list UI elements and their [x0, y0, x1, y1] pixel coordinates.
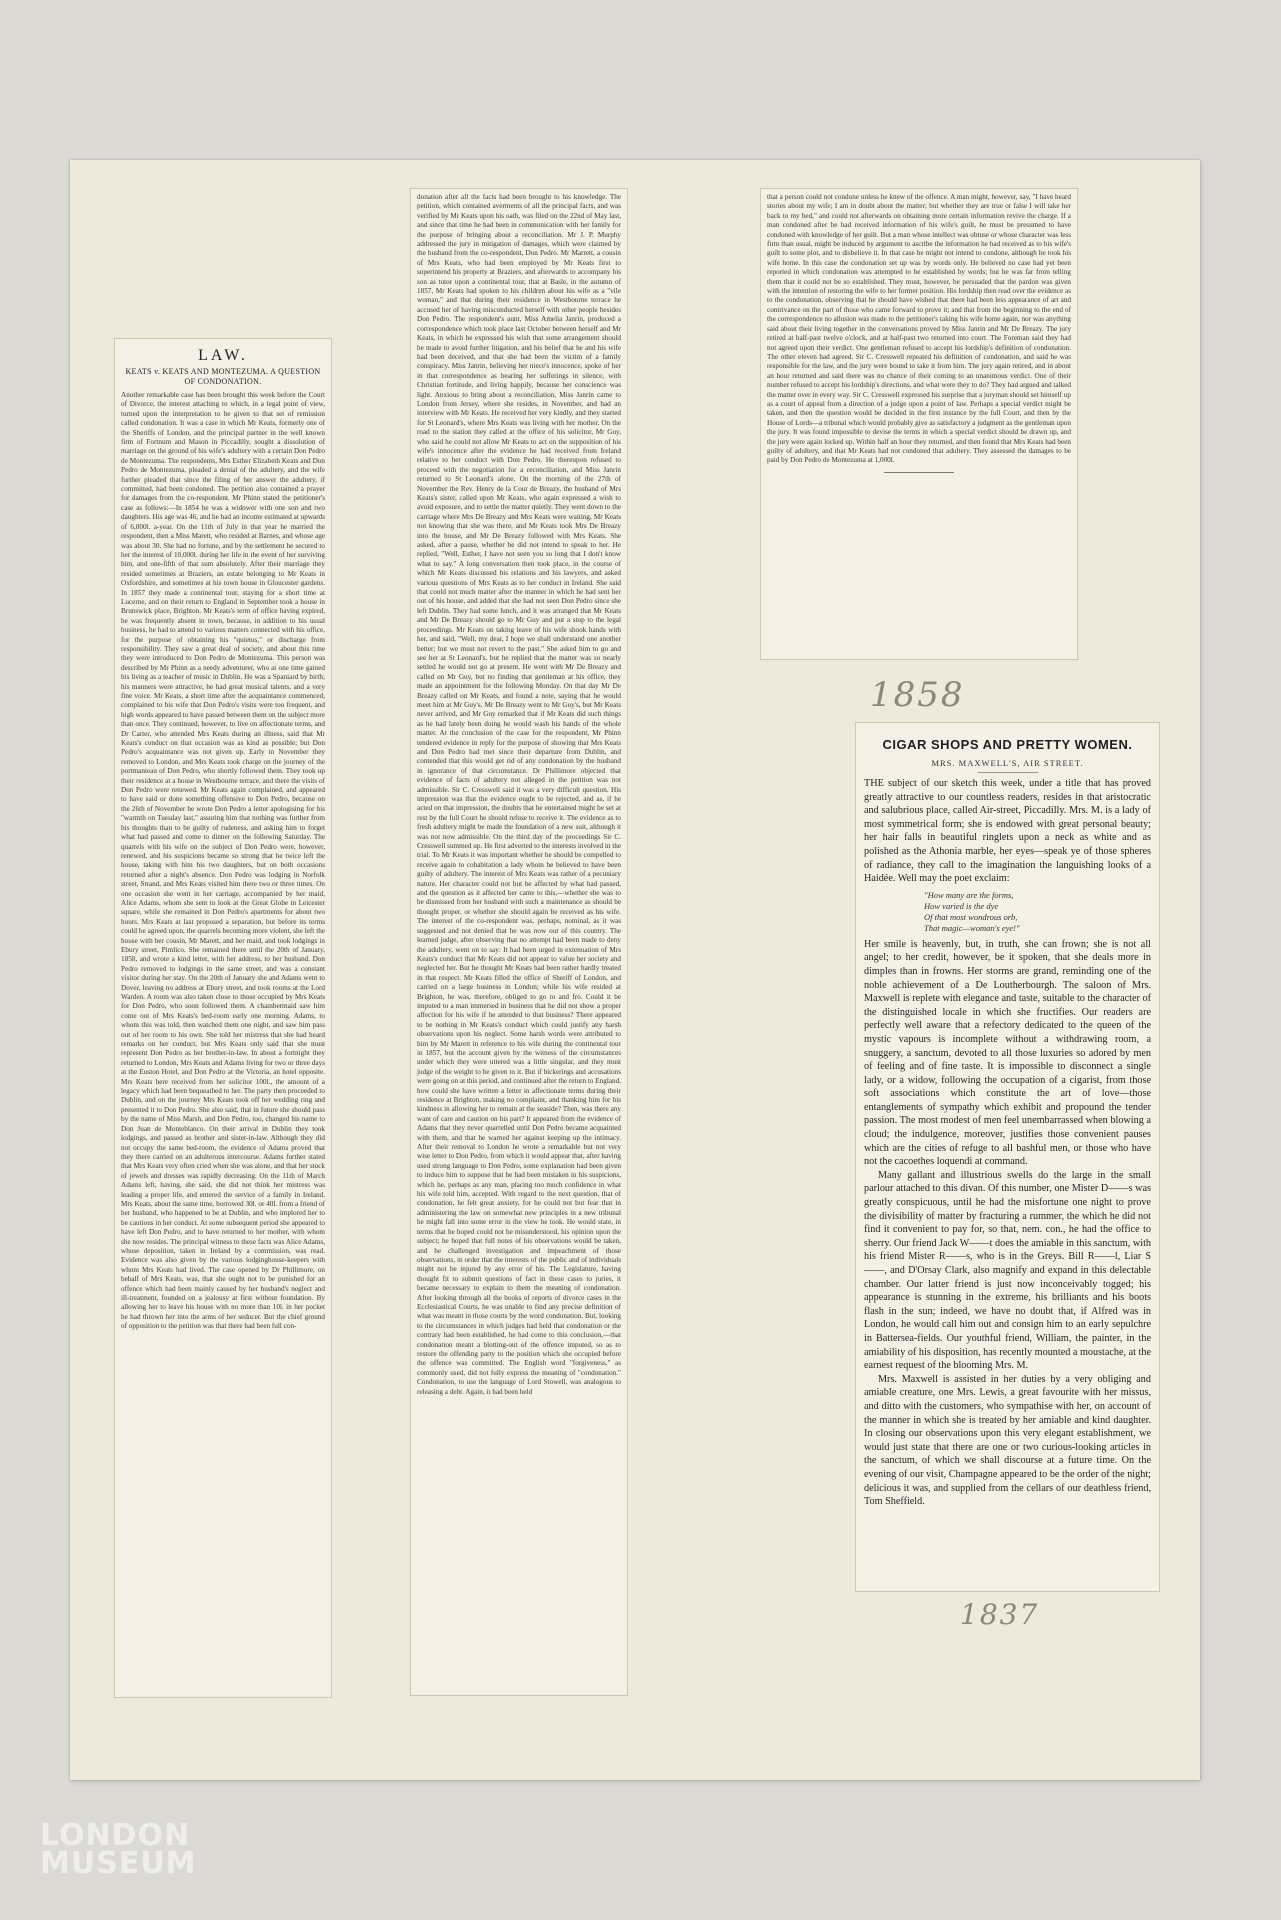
- law-continuation-column: [410, 188, 628, 1696]
- poem-line: That magic—woman's eye!": [924, 922, 1020, 933]
- handwritten-date-1858: 1858: [870, 675, 965, 715]
- handwritten-date-1837: 1837: [960, 1598, 1040, 1631]
- museum-watermark: [40, 1818, 197, 1881]
- law-continuation-text: donation after all the facts had been brought to his knowledge. The petition, which contained averments of all the principal facts, and was verified by Mr Keats upon his oath, was filed on the 22nd of May last, and since that time he had been in communication with her family for the purpose of bringing about a reconciliation. Mr J. P. Murphy addressed the jury in mitigation of damages, which were claimed by the husband from the co-respondent, Don Pedro. Mr Marrett, a cousin of Mrs Keats, who had been employed by Mr Keats first to superintend his property at Braziers, and afterwards to accompany his son as tutor upon a continental tour, that at Basle, in the autumn of 1857, Mr Keats had spoken to his children about his wife as a "vile woman," and that during their residence in Westbourne terrace he accused her of having misconducted herself with other people besides Don Pedro. The respondent's aunt, Miss Amelia Janrin, produced a correspondence which took place last October between herself and Mr Keats, in which he expressed his wish that some arrangement should be made to avoid further litigation, and his belief that he and his wife had been deceived, and that she had been the victim of a family conspiracy. Miss Janrin, believing her niece's innocence, spoke of her in that correspondence as bearing her sufferings in silence, with Christian fortitude, and living happily, because her conscience was light. Anxious to bring about a reconciliation, Miss Janrin came to London from Jersey, where she resides, in November, and had an interview with Mr Keats. He received her very kindly, and they started for St Leonard's, where Mrs Keats was living with her mother. On the road to the station they called at the office of his solicitor, Mr Guy, who said he could not allow Mr Keats to act on the supposition of his wife's innocence after the evidence he had received from Ireland relative to her conduct with Don Pedro. He thereupon refused to proceed with the negotiation for a reconciliation, and Miss Janrin returned to St Leonard's alone. On the morning of the 27th of November the Rev. Henry de la Cour de Breazy, the husband of Mrs Keats's sister, called upon Mr Keats, who again expressed a wish to avoid exposure, and to settle the matter quietly. They went down to the carriage where Mrs De Breazy and Mrs Keats were waiting, Mr Keats not knowing that she was there, and Mr Keats took Mrs De Breazy into the house, and Mr De Breazy followed with Mrs Keats. She asked, after a pause, whether he did not intend to speak to her. He replied, "Well, Esther, I have not seen you so long that I don't know what to say." A long conversation then took place, in the course of which Mr Keats discussed his relations and his lawyers, and asked various questions of Mrs Keats as to her conduct in Ireland. She said that could not much matter after the manner in which he had sent her out of his house, and added that she had not seen Don Pedro since she left Dublin. They had some lunch, and it was arranged that Mr Keats and Mr De Breazy should go to Mr Guy and put a stop to the legal proceedings. Mr Keats on taking leave of his wife shook hands with her, and said, "Well, my dear, I hope we shall understand one another better; but we must not revert to the past." She asked him to go and see her at St Leonard's, but he replied that the matter was so nearly settled he would not go at present. He went with Mr De Breazy and called on Mr Guy, but no finding that gentleman at his office, they made an appointment for the following Monday. On that day Mr De Breazy called on Mr Keats, and found a note, saying that he would meet him at Mr Guy's. Mr De Breazy went to Mr Guy's, but Mr Keats never arrived, and Mr Guy remarked that if Mr Keats did such things as he had lately been doing he would wash his hands of the whole matter. At the conclusion of the case for the respondent, Mr Phinn tendered evidence in reply for the purpose of showing that Mrs Keats and Don Pedro had met since their departure from Dublin, and contended that this would get rid of any condonation by the husband in ignorance of that circumstance. Dr Phillimore objected that evidence of facts of adultery not alleged in the petition was not admissible. Sir C. Cresswell said it was a very difficult question. His impression was that the evidence ought to be rejected, and as, if he acted on that impression, the doubts that he entertained might be set at rest by the full Court he should refuse to receive it. The evidence as to fresh adultery might be made the foundation of a new suit, although it was not now admissible. On the third day of the proceedings Sir C. Cresswell summed up. He first adverted to the interests involved in the trial. To Mr Keats it was important whether he should be compelled to receive again to cohabitation a lady whom he believed to have been guilty of adultery. The interest of Mrs Keats was rather of a pecuniary nature. Her character could not but be affected by what had passed, and the question as it affected her came to this,—whether she was to be dismissed from her husband with such a maintenance as should be thought proper, or whether she should again be received as his wife. The interest of the co-respondent was, perhaps, nominal, as it was suggested and not denied that he was now out of this country. The learned judge, after observing that no attempt had been made to deny the adultery, went on to say: It had been urged in extenuation of Mrs Keats's conduct that Mr Keats did not appear to value her society and neglected her. But he thought Mr Keats had been rather hardly treated in that respect. Mr Keats filled the office of Sheriff of London, and carried on a large business in London; while his wife resided at Brighton, he was, therefore, obliged to go to and fro. Could it be imputed to a man immersed in business that he did not show a proper affection for his wife if he attended to that business? There appeared to be nothing in Mr Keats's conduct which could justify any harsh observations upon his neglect. Some harsh words were attributed to him by Mr Marett in reference to his wife during the continental tour in 1857, but the account given by the witness of the circumstances under which they were uttered was a little singular, and they must judge of the weight to be given to it. But if bickerings and accusations were going on at this period, and continued after the return to England, how could she have written a letter in affectionate terms during their residence at Brighton, making no complaint, and thanking him for his kindness in allowing her to remain at the seaside? Then, was there any want of care and caution on his part? It appeared from the evidence of Adams that they never quarrelled until Don Pedro became acquainted with them, and that he warned her against keeping up the intimacy. After their removal to London he wrote a remarkable but not very wise letter to Don Pedro, from which it would appear that, after having used strong language to Don Pedro, some explanation had been given to induce him to suppose that he had been mistaken in his suspicions, which he, perhaps as any man, placing too much confidence in what his wife told him, accepted. With regard to the next question, that of condonation, he felt great anxiety, for he could not but fear that in administering the law on somewhat new principles in a new tribunal he might fall into some error in the view he took. He would state, in terms that he hoped could not be misunderstood, his opinion upon the subject; he hoped that full notes of his observations would be taken, and he challenged investigation and impeachment of those observations, in order that the interests of the public and of individuals might not be injured by any error of his. The Legislature, having thought fit to submit questions of fact in these cases to juries, it became necessary to explain to them the meaning of condonation. After looking through all the books of reports of divorce cases in the Ecclesiastical Courts, he was unable to find any precise definition of what was meant in those courts by the word condonation. But, looking to the circumstances in which judges had held that condonation or the contrary had been established, he had come to this conclusion,—that condonation meant a blotting-out of the offence imputed, so as to restore the offending party to the position which she occupied before the offence was committed. The English word "forgiveness," as commonly used, did not fully express the meaning of "condonation." Condonation, to use the language of Lord Stowell, was analogous to releasing a debt. Again, it had been held: [417, 193, 622, 1396]
- poem-line: "How many are the forms,: [924, 889, 1014, 900]
- law-column: [114, 338, 332, 1698]
- cigar-subtitle: MRS. MAXWELL'S, AIR STREET.: [931, 758, 1084, 768]
- cigar-paragraph-1: THE subject of our sketch this week, under a title that has proved greatly attractive to our countless readers, resides in that aristocratic and salubrious place, called Air-street, Piccadilly. Mrs. M. is a lady of most symmetrical form; she is endowed with great personal beauty; her hair falls in beautiful ringlets upon a neck as white and as polished as the Athonia marble, her eyes—speak ye of those spheres of radiance, they call to the imagination the languishing looks of a Haidée. Well may the poet exclaim:: [864, 778, 1151, 885]
- cigar-title: CIGAR SHOPS AND PRETTY WOMEN.: [882, 737, 1133, 752]
- law-subtitle: KEATS v. KEATS AND MONTEZUMA. A QUESTION OF CONDONATION.: [125, 367, 321, 386]
- cigar-paragraph-4: Mrs. Maxwell is assisted in her duties by a very obliging and amiable creature, one Mrs. Lewis, a great favourite with her missus, and ditto with the customers, who sympathise with her, on account of the manner in which she is treated by her amiable and kind daughter. In closing our observations upon this very elegant establishment, we would just state that there are one or two curious-looking articles in the sanctum, of which we shall discourse at a future time. On the evening of our visit, Champagne appeared to be the order of the night; delicious it was, and supplied from the cellars of our deathless friend, Tom Sheffield.: [864, 1373, 1151, 1508]
- end-rule: [884, 472, 954, 473]
- law-title: LAW.: [198, 347, 248, 364]
- watermark-line-2: MUSEUM: [40, 1846, 197, 1881]
- cigar-article-column: [855, 722, 1160, 1592]
- title-rule: [978, 772, 1038, 773]
- law-header: [121, 347, 325, 387]
- cigar-paragraph-2: Her smile is heavenly, but, in truth, she can frown; she is not all angel; to her credit, however, be it spoken, that she deals more in dimples than in frowns. Her storms are grand, reminding one of the noble achievement of a De Loutherbourgh. The saloon of Mrs. Maxwell is replete with elegance and taste, suitable to the character of the distinguished locale in which she fructifies. Our readers are perfectly well aware that a refectory dedicated to the queen of the mystic vapours is incomplete without a withdrawing room, a snuggery, a sanctum, devoted to all those luxuries so adored by men of feeling and of fine taste. It is impossible to disconnect a single lady, or a widow, following the occupation of a cigarist, from those soft associations which constitute the art of love—those entanglements of sympathy which exhibit and propound the tender passion. The most modest of men feel unembarrassed when blowing a cloud; the indulgence, moreover, justifies those convenient pauses which are the cities of refuge to all bashful men, or those who have not the cacoethes loquendi at command.: [864, 938, 1151, 1168]
- watermark-line-1: LONDON: [40, 1818, 191, 1853]
- poem-line: How varied is the dye: [924, 900, 999, 911]
- law-verdict-text: that a person could not condone unless he knew of the offence. A man might, however, say, "I have heard stories about my wife; I am in doubt about the matter; but whether they are true or false I will take her back to my bed," and could not afterwards on obtaining more certain information revive the charge. If a man condoned after he had received information of his wife's guilt, he must be presumed to have condoned with knowledge of her guilt. But a man whose intellect was obtuse or whose character was less firm than usual, might be induced by argument to ascribe the information he had received as to his wife's guilt to some plot, and to disbelieve it. In that case he might not intend to condone, although he took his wife home. In this case the condonation set up was by words only. He believed no case had yet been reported in which condonation was attempted to be established by words; but he was far from telling them that it could not be so established. They must, however, be persuaded that the pardon was given with the intention of restoring the wife to her former position. His lordship then read over the evidence as to the condonation, observing that he should have wished that there had been less appearance of art and contrivance on the part of those who came forward to prove it; and that from the beginning to the end of the correspondence no allusion was made to the petitioner's taking his wife home again, nor was anything said about their living together in the conversations proved by Miss Janrin and Mr De Breazy. The jury retired at half-past twelve o'clock, and at half-past two returned into court. The Foreman said they had not agreed upon their verdict. One gentleman refused to accept his lordship's definition of condonation. The other eleven had agreed. Sir C. Cresswell repeated his definition of condonation, and said he was responsible for the law, and the jury were bound to take it from him. The jury again retired, and in about an hour returned and said there was no chance of their coming to an unanimous verdict. One of their number refused to accept his lordship's directions, and what were they to do? They had argued and talked the matter over in every way. Sir C. Cresswell expressed his surprise that a juryman should set himself up as a court of appeal from a direction of a judge upon a point of law. Perhaps a special verdict might be taken, and then the question would be decided in the first instance by the full Court, and then by the House of Lords—a tribunal which would probably give as satisfactory a judgment as the gentleman upon the jury. It was found impossible to devise the terms in which a special verdict should be drawn up, and the jury were again locked up. Within half an hour they returned, and then found that Mrs Keats had been guilty of adultery, and that Mr Keats had not condoned that adultery. They assessed the damages to be paid by Don Pedro de Montezuma at 1,000l.: [767, 193, 1071, 465]
- law-article-text: Another remarkable case has been brought this week before the Court of Divorce, the interest attaching to which, in a legal point of view, turned upon the interpretation to be given to that set of remission called condonation. It was a case in which Mr Keats, formerly one of the Sheriffs of London, and the principal partner in the well known firm of Fortnum and Mason in Piccadilly, sought a dissolution of marriage on the ground of his wife's adultery with a certain Don Pedro de Montezuma. The respondents, Mrs Esther Elizabeth Keats and Don Pedro de Montezuma, pleaded a denial of the adultery, and the wife further pleaded that since the filing of her answer the adultery, if committed, had been condoned. The petition also contained a prayer for damages from the co-respondent. Mr Phinn stated the petitioner's case as follows:—In 1854 he was a widower with one son and two daughters. His age was 46, and he had an income estimated at upwards of 6,000l. a-year. On the 11th of July in that year he married the respondent, then a Miss Marett, who resided at Barnes, and whose age was about 30. She had no fortune, and by the settlement he secured to her the interest of 10,000l. during her life in the event of her surviving him, and one-fifth of that sum absolutely. After their marriage they resided sometimes at Braziers, an estate belonging to Mr Keats in Oxfordshire, and sometimes at his town house in Gloucester gardens. In 1857 they made a continental tour, staying for a short time at Lucerne, and on their return to England in September took a house in Brunswick place, Brighton. Mr Keats's term of office having expired, he was frequently absent in town, because, in addition to his usual business, he had to attend to various matters connected with his office, for the purpose of obtaining his "quietus," or discharge from responsibility. They saw a great deal of society, and about this time they were introduced to Don Pedro de Montezuma. This person was described by Mr Phinn as a needy adventurer, who at one time gained his living as a teacher of music in Dublin. He was a Spaniard by birth; his manners were attractive, he had great musical talents, and a very fine voice. Mr Keats, a short time after the acquaintance commenced, complained to his wife that Don Pedro's visits were too frequent, and high words appeared to have passed between them on the subject more than once. They continued, however, to live on affectionate terms, and Dr Carter, who attended Mrs Keats during an illness, said that Mr Keats's conduct on that occasion was as kind as possible; but Don Pedro's acquaintance was not given up. Early in November they removed to London, and Mrs Keats took charge on the journey of the portmanteau of Don Pedro, who shortly followed them. They took up their residence at a house in Westbourne terrace, and there the visits of Don Pedro were renewed. Mr Keats again complained, and appeared to have said or done something offensive to Don Pedro, because on the 26th of November he wrote Don Pedro a letter apologising for his "warmth on Tuesday last," assuring him that nothing was further from his thoughts than to be guilty of rudeness, and asking him to forget what had passed and come to dinner on the following Saturday. The quarrels with his wife on the subject of Don Pedro were, however, renewed, and his suspicions became so strong that he twice left the house, taking with him his two daughters, but on both occasions returned after a night's absence. Don Pedro was lodging in Norfolk street, Strand, and Mrs Keats visited him there two or three times. On one occasion she went in her carriage, accompanied by her maid, Alice Adams, whom she sent to look at the Great Globe in Leicester square, while she remained in Don Pedro's apartments for about two hours. Mrs Keats at last proposed a separation, but before its terms could be agreed upon, the quarrels becoming more violent, she left the house with her cousin, Mr Marett, and her maid, and took lodgings in Ebury street, Pimlico. She remained there until the 20th of January, 1858, and wrote a kind letter, with her address, to her husband. Don Pedro removed to lodgings in the same street, and was a constant visitor during her stay. On the 20th of January she and Adams went to Dover, leaving no address at Ebury street, and took rooms at the Lord Warden. A room was also taken close to those occupied by Mrs Keats for Don Pedro, who soon followed them. A chambermaid saw him come out of Mrs Keats's bed-room early one morning. Adams, to whom this was told, then watched them one night, and saw him pass out of her room to his own. She told her mistress that she had heard remarks on her conduct, but Mrs Keats only said that she must represent Don Pedro as her brother-in-law. In about a fortnight they returned to London, Mrs Keats and Adams living for two or three days at the Euston Hotel, and Don Pedro at the Victoria, an hotel opposite. Mrs Keats here received from her solicitor 100l., the amount of a legacy which had been bequeathed to her. The party then proceeded to Dublin, and on the journey Mrs Keats took off her wedding ring and presented it to Don Pedro. She also said, that in future she should pass by the name of Miss Marsh, and Don Pedro, too, changed his name to Don Juan de Monteblanco. On their arrival in Dublin they took lodgings, and passed as brother and sister-in-law. Although they did not occupy the same bed-room, the evidence of Adams proved that they there carried on an adulterous intercourse. Adams further stated that Mrs Keats very often cried when she was alone, and that her stock of jewels and dresses was rapidly decreasing. On the 11th of March Adams left, having, she said, she did not think her mistress was leading a proper life, and entered the service of a family in Ireland. Mrs Keats, about the same time, borrowed 30l. or 40l. from a friend of her husband, who happened to be at Dublin, and who implored her to be cautious in her conduct. At some subsequent period she appeared to have left Don Pedro, and to have returned to her mother, with whom she now resides. The principal witness to these facts was Alice Adams, whose deposition, taken in Ireland by a commission, was read. Evidence was also given by the various lodginghouse-keepers with whom Mrs Keats had lived. The case opened by Dr Phillimore, on behalf of Mrs Keats, was, that she ought not to be punished for an offence which had been mainly caused by her husband's neglect and ill-treatment, founded on a jealousy at first without foundation. By allowing her to leave his house with no more than 10l. in her pocket he had thrown her into the arms of her seducer. But the chief ground of opposition to the petition was that there had been full con-: [121, 391, 325, 1331]
- cigar-poem: [924, 890, 1151, 934]
- law-verdict-column: [760, 188, 1078, 660]
- poem-line: Of that most wondrous orb,: [924, 911, 1018, 922]
- cigar-paragraph-3: Many gallant and illustrious swells do the large in the small parlour attached to this divan. Of this number, one Mister D——s was greatly conspicuous, until he had the misfortune one night to prove the divisibility of matter by fracturing a rummer, the which he did not find it convenient to pay for, so that, nem. con., he had the office to sherry. Our friend Jack W——t does the amiable in this sanctum, with his friend Mister R——s, who is in the Greys. Bill R——l, Liar S——, and D'Orsay Clark, also magnify and expand in this delectable chamber. Our latter friend is just now inconceivably togged; his appearance is stunning in the extreme, his brilliants and his boots flash in the sun; indeed, we have no doubt that, if Alfred was in London, he would call him out and consign him to an early sepulchre in Battersea-fields. Our youthful friend, William, the painter, in the amiability of his disposition, has recently mounted a moustache, at the earnest request of the blooming Mrs. M.: [864, 1169, 1151, 1372]
